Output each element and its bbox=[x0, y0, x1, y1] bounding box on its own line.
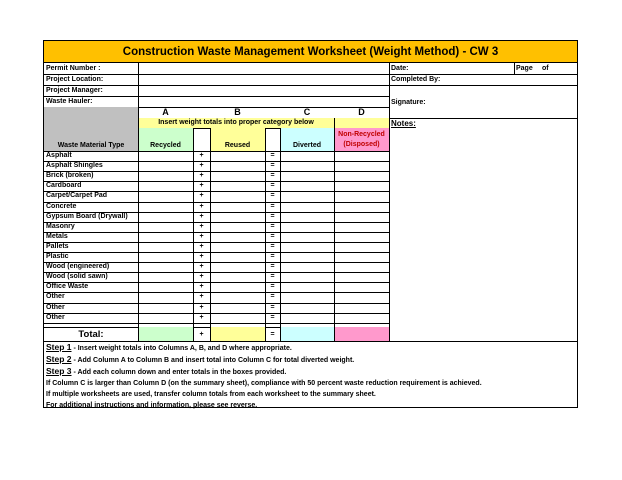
reused-cell[interactable] bbox=[211, 172, 264, 180]
diverted-cell[interactable] bbox=[281, 293, 333, 301]
recycled-cell[interactable] bbox=[139, 243, 192, 251]
disposed-cell[interactable] bbox=[335, 182, 388, 190]
recycled-cell[interactable] bbox=[139, 182, 192, 190]
disposed-cell[interactable] bbox=[335, 152, 388, 160]
material-row-label: Gypsum Board (Drywall) bbox=[46, 212, 128, 220]
diverted-cell[interactable] bbox=[281, 162, 333, 170]
material-type-header: Waste Material Type bbox=[57, 142, 125, 149]
diverted-cell[interactable] bbox=[281, 223, 333, 231]
reused-cell[interactable] bbox=[211, 243, 264, 251]
material-row-label: Asphalt Shingles bbox=[46, 162, 103, 170]
instruction-step bbox=[45, 354, 575, 366]
disposed-cell[interactable] bbox=[335, 203, 388, 211]
recycled-cell[interactable] bbox=[139, 263, 192, 271]
total-label: Total: bbox=[78, 328, 104, 340]
material-row-label: Other bbox=[46, 303, 65, 311]
material-row-label: Carpet/Carpet Pad bbox=[46, 192, 108, 200]
recycled-cell[interactable] bbox=[139, 293, 192, 301]
instruction-text: Insert weight totals into proper category below bbox=[158, 119, 314, 126]
diverted-cell[interactable] bbox=[281, 253, 333, 261]
material-row-label: Brick (broken) bbox=[46, 172, 94, 180]
plus-sign: + bbox=[199, 293, 204, 301]
non-recycled-header: Non-Recycled bbox=[338, 131, 385, 138]
reused-cell[interactable] bbox=[211, 233, 264, 241]
page-of-label: of bbox=[542, 65, 549, 72]
disposed-cell[interactable] bbox=[335, 273, 388, 281]
recycled-cell[interactable] bbox=[139, 172, 192, 180]
reused-cell[interactable] bbox=[211, 304, 264, 312]
plus-sign: + bbox=[199, 263, 204, 271]
reused-cell[interactable] bbox=[211, 182, 264, 190]
disposed-cell[interactable] bbox=[335, 162, 388, 170]
header-input-field[interactable] bbox=[139, 64, 388, 73]
diverted-cell[interactable] bbox=[281, 192, 333, 200]
grid-vline bbox=[193, 128, 194, 341]
recycled-cell[interactable] bbox=[139, 162, 192, 170]
reused-cell[interactable] bbox=[211, 203, 264, 211]
notes-area[interactable] bbox=[390, 130, 576, 340]
material-row-label: Other bbox=[46, 313, 65, 321]
instruction-note: For additional instructions and information, please see reverse. bbox=[46, 402, 258, 409]
recycled-cell[interactable] bbox=[139, 273, 192, 281]
equals-sign: = bbox=[270, 182, 275, 190]
disposed-cell[interactable] bbox=[335, 263, 388, 271]
material-row-label: Metals bbox=[46, 232, 68, 240]
recycled-cell[interactable] bbox=[139, 304, 192, 312]
equals-sign: = bbox=[270, 273, 275, 281]
reused-header: Reused bbox=[224, 142, 251, 149]
column-letter: D bbox=[358, 107, 365, 117]
diverted-cell[interactable] bbox=[281, 233, 333, 241]
material-row-label: Concrete bbox=[46, 202, 77, 210]
grid-vline bbox=[265, 128, 266, 341]
instruction-step bbox=[45, 342, 575, 354]
reused-cell[interactable] bbox=[211, 293, 264, 301]
header-label: Project Manager: bbox=[46, 87, 103, 94]
date-label: Date: bbox=[391, 65, 409, 72]
disposed-cell[interactable] bbox=[335, 223, 388, 231]
plus-sign: + bbox=[199, 162, 204, 170]
plus-sign: + bbox=[199, 283, 204, 291]
diverted-cell[interactable] bbox=[281, 213, 333, 221]
diverted-cell[interactable] bbox=[281, 273, 333, 281]
header-label: Waste Hauler: bbox=[46, 98, 93, 105]
diverted-cell[interactable] bbox=[281, 172, 333, 180]
date-field[interactable] bbox=[419, 64, 509, 73]
recycled-cell[interactable] bbox=[139, 314, 192, 322]
equals-sign: = bbox=[270, 303, 275, 311]
row-line bbox=[44, 323, 389, 324]
plus-sign: + bbox=[199, 253, 204, 260]
instruction-note: If Column C is larger than Column D (on the summary sheet), compliance with 50 percent waste reduction requirement is achieved. bbox=[46, 380, 482, 387]
reused-cell[interactable] bbox=[211, 152, 264, 160]
disposed-header: (Disposed) bbox=[343, 141, 380, 148]
equals-sign: = bbox=[270, 330, 275, 338]
material-row-label: Cardboard bbox=[46, 182, 82, 190]
plus-sign: + bbox=[199, 182, 204, 190]
equals-sign: = bbox=[270, 152, 275, 159]
plus-sign: + bbox=[199, 222, 204, 230]
plus-sign: + bbox=[199, 212, 204, 220]
disposed-cell[interactable] bbox=[335, 243, 388, 251]
plus-sign: + bbox=[199, 152, 204, 159]
reused-cell[interactable] bbox=[211, 314, 264, 322]
plus-sign: + bbox=[199, 273, 204, 281]
completed-by-label: Completed By: bbox=[391, 76, 441, 83]
plus-sign: + bbox=[199, 242, 204, 250]
step-label: Step 3 bbox=[46, 366, 72, 376]
plus-sign: + bbox=[199, 313, 204, 321]
plus-sign: + bbox=[199, 303, 204, 311]
header-label: Permit Number : bbox=[46, 65, 101, 72]
step-text: - Insert weight totals into Columns A, B, and D where appropriate. bbox=[71, 345, 292, 352]
recycled-cell[interactable] bbox=[139, 192, 192, 200]
material-row-label: Pallets bbox=[46, 242, 69, 250]
header-input-field[interactable] bbox=[139, 86, 388, 95]
plus-sign: + bbox=[199, 202, 204, 210]
column-letter: B bbox=[234, 107, 241, 117]
reused-cell[interactable] bbox=[211, 223, 264, 231]
grid-vline bbox=[138, 107, 139, 341]
worksheet bbox=[43, 40, 578, 408]
disposed-cell[interactable] bbox=[335, 283, 388, 291]
diverted-cell[interactable] bbox=[281, 314, 333, 322]
equals-sign: = bbox=[270, 263, 275, 271]
grid-vline bbox=[514, 63, 515, 74]
reused-cell[interactable] bbox=[211, 273, 264, 281]
recycled-cell[interactable] bbox=[139, 233, 192, 241]
equals-sign: = bbox=[270, 162, 275, 170]
equals-sign: = bbox=[270, 222, 275, 230]
diverted-cell[interactable] bbox=[281, 243, 333, 251]
material-row-label: Plastic bbox=[46, 253, 69, 260]
instruction-step bbox=[45, 366, 575, 378]
material-row-label: Wood (solid sawn) bbox=[46, 273, 108, 281]
grid-vline bbox=[138, 63, 139, 107]
diverted-cell[interactable] bbox=[281, 283, 333, 291]
header-input-field[interactable] bbox=[139, 75, 388, 84]
material-row-label: Wood (engineered) bbox=[46, 263, 110, 271]
diverted-cell[interactable] bbox=[281, 182, 333, 190]
diverted-cell[interactable] bbox=[281, 152, 333, 160]
instruction-note: If multiple worksheets are used, transfer column totals from each worksheet to the summary sheet. bbox=[46, 391, 376, 398]
step-text: - Add each column down and enter totals in the boxes provided. bbox=[71, 369, 287, 376]
completed-by-field[interactable] bbox=[441, 75, 571, 84]
disposed-cell[interactable] bbox=[335, 213, 388, 221]
equals-sign: = bbox=[270, 313, 275, 321]
material-row-label: Other bbox=[46, 293, 65, 301]
equals-sign: = bbox=[270, 253, 275, 260]
recycled-cell[interactable] bbox=[139, 152, 192, 160]
grid-vline bbox=[280, 128, 281, 341]
reused-total-cell[interactable] bbox=[210, 327, 265, 341]
grid-vline bbox=[334, 118, 335, 341]
recycled-cell[interactable] bbox=[139, 283, 192, 291]
disposed-cell[interactable] bbox=[335, 304, 388, 312]
equals-sign: = bbox=[270, 283, 275, 291]
recycled-cell[interactable] bbox=[139, 213, 192, 221]
recycled-cell[interactable] bbox=[139, 223, 192, 231]
column-letter: C bbox=[303, 107, 311, 117]
reused-cell[interactable] bbox=[211, 213, 264, 221]
equals-sign: = bbox=[270, 202, 275, 210]
recycled-cell[interactable] bbox=[139, 253, 192, 261]
material-row-label: Office Waste bbox=[46, 283, 89, 291]
equals-sign: = bbox=[270, 293, 275, 301]
step-label: Step 1 bbox=[46, 342, 72, 352]
reused-cell[interactable] bbox=[211, 162, 264, 170]
page-label: Page bbox=[516, 65, 533, 72]
diverted-total-cell[interactable] bbox=[280, 327, 334, 341]
disposed-cell[interactable] bbox=[335, 233, 388, 241]
disposed-total-cell[interactable] bbox=[334, 327, 389, 341]
header-label: Project Location: bbox=[46, 76, 104, 83]
equals-sign: = bbox=[270, 192, 275, 200]
recycled-total-cell[interactable] bbox=[138, 327, 193, 341]
plus-sign: + bbox=[199, 172, 204, 180]
equals-sign: = bbox=[270, 232, 275, 240]
diverted-cell[interactable] bbox=[281, 304, 333, 312]
header-input-field[interactable] bbox=[139, 97, 388, 106]
notes-label: Notes: bbox=[391, 119, 416, 128]
instruction-band-d bbox=[334, 118, 389, 128]
column-letter: A bbox=[162, 107, 169, 117]
plus-sign: + bbox=[199, 330, 204, 338]
plus-sign: + bbox=[199, 192, 204, 200]
disposed-cell[interactable] bbox=[335, 293, 388, 301]
material-row-label: Asphalt bbox=[46, 152, 72, 159]
step-text: - Add Column A to Column B and insert total into Column C for total diverted weight. bbox=[71, 357, 355, 364]
step-label: Step 2 bbox=[46, 354, 72, 364]
plus-sign: + bbox=[199, 232, 204, 240]
diverted-header: Diverted bbox=[292, 142, 321, 149]
recycled-cell[interactable] bbox=[139, 203, 192, 211]
disposed-cell[interactable] bbox=[335, 253, 388, 261]
diverted-cell[interactable] bbox=[281, 203, 333, 211]
reused-cell[interactable] bbox=[211, 283, 264, 291]
reused-cell[interactable] bbox=[211, 253, 264, 261]
instructions-block bbox=[45, 342, 575, 411]
diverted-cell[interactable] bbox=[281, 263, 333, 271]
grid-vline bbox=[210, 128, 211, 341]
signature-field[interactable] bbox=[429, 87, 569, 107]
disposed-cell[interactable] bbox=[335, 172, 388, 180]
disposed-cell[interactable] bbox=[335, 192, 388, 200]
material-row-label: Masonry bbox=[46, 222, 75, 230]
disposed-cell[interactable] bbox=[335, 314, 388, 322]
signature-label: Signature: bbox=[391, 99, 426, 106]
equals-sign: = bbox=[270, 212, 275, 220]
worksheet-title: Construction Waste Management Worksheet (Weight Method) - CW 3 bbox=[44, 41, 577, 63]
grid-hline bbox=[389, 85, 577, 86]
recycled-header: Recycled bbox=[150, 142, 181, 149]
reused-cell[interactable] bbox=[211, 192, 264, 200]
reused-cell[interactable] bbox=[211, 263, 264, 271]
equals-sign: = bbox=[270, 172, 275, 180]
equals-sign: = bbox=[270, 242, 275, 250]
